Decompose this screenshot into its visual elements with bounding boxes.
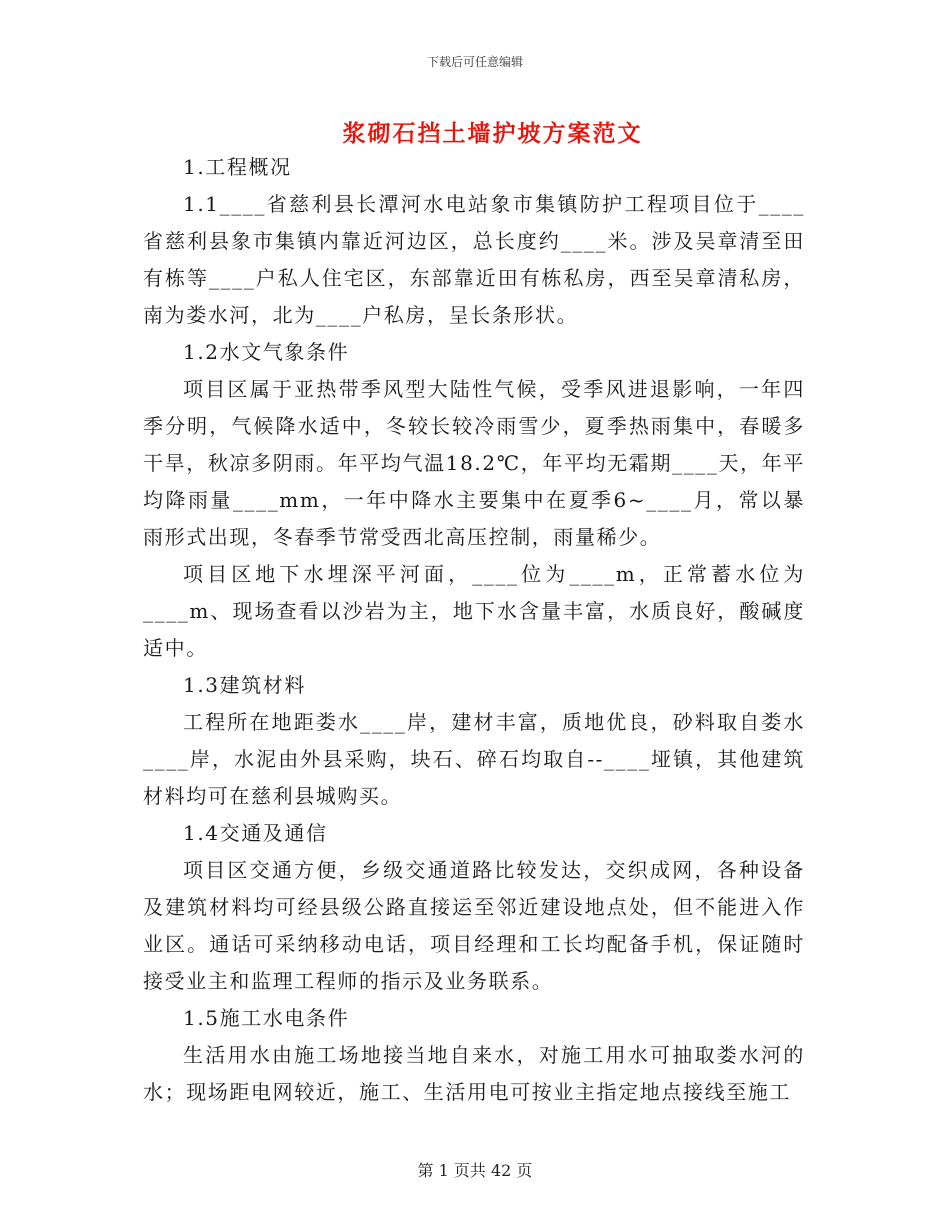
page-number: 第 1 页共 42 页	[417, 1161, 533, 1180]
section-heading-1-4: 1.4交通及通信	[183, 821, 328, 845]
paragraph-transport: 项目区交通方便，乡级交通道路比较发达，交织成网，各种设备及建筑材料均可经县级公路直接运至邻近建设地点处，但不能进入作业区。通话可采纳移动电话，项目经理和工长均配备手机，保证随时接受业主和监理工程师的指示及业务联系。	[143, 858, 805, 993]
document-body	[143, 149, 805, 1111]
paragraph-groundwater: 项目区地下水埋深平河面，____位为____m，正常蓄水位为____m、现场查看以沙岩为主，地下水含量丰富，水质良好，酸碱度适中。	[143, 562, 805, 660]
paragraph-utilities: 生活用水由施工场地接当地自来水，对施工用水可抽取娄水河的水；现场距电网较近，施工、生活用电可按业主指定地点接线至施工	[143, 1043, 805, 1104]
section-heading-1-3: 1.3建筑材料	[183, 673, 307, 697]
paragraph-materials: 工程所在地距娄水____岸，建材丰富，质地优良，砂料取自娄水____岸，水泥由外县采购，块石、碎石均取自--____垭镇，其他建筑材料均可在慈利县城购买。	[143, 710, 805, 808]
document-title: 浆砌石挡土墙护坡方案范文	[342, 121, 643, 147]
section-1-1-paragraph: 1.1____省慈利县长潭河水电站象市集镇防护工程项目位于____省慈利县象市集镇内靠近河边区，总长度约____米。涉及吴章清至田有栋等____户私人住宅区，东部靠近田有栋私房，西至吴章清私房，南为娄水河，北为____户私房，呈长条形状。	[143, 192, 805, 327]
paragraph-climate: 项目区属于亚热带季风型大陆性气候，受季风进退影响，一年四季分明，气候降水适中，冬较长较冷雨雪少，夏季热雨集中，春暖多干旱，秋凉多阴雨。年平均气温18.2℃，年平均无霜期____天，年平均降雨量____mm，一年中降水主要集中在夏季6~____月，常以暴雨形式出现，冬春季节常受西北高压控制，雨量稀少。	[143, 377, 805, 549]
page-header: 下载后可任意编辑	[426, 55, 523, 69]
section-heading-1-5: 1.5施工水电条件	[183, 1006, 350, 1030]
section-heading-1: 1.工程概况	[183, 155, 292, 179]
section-heading-1-2: 1.2水文气象条件	[183, 340, 350, 364]
